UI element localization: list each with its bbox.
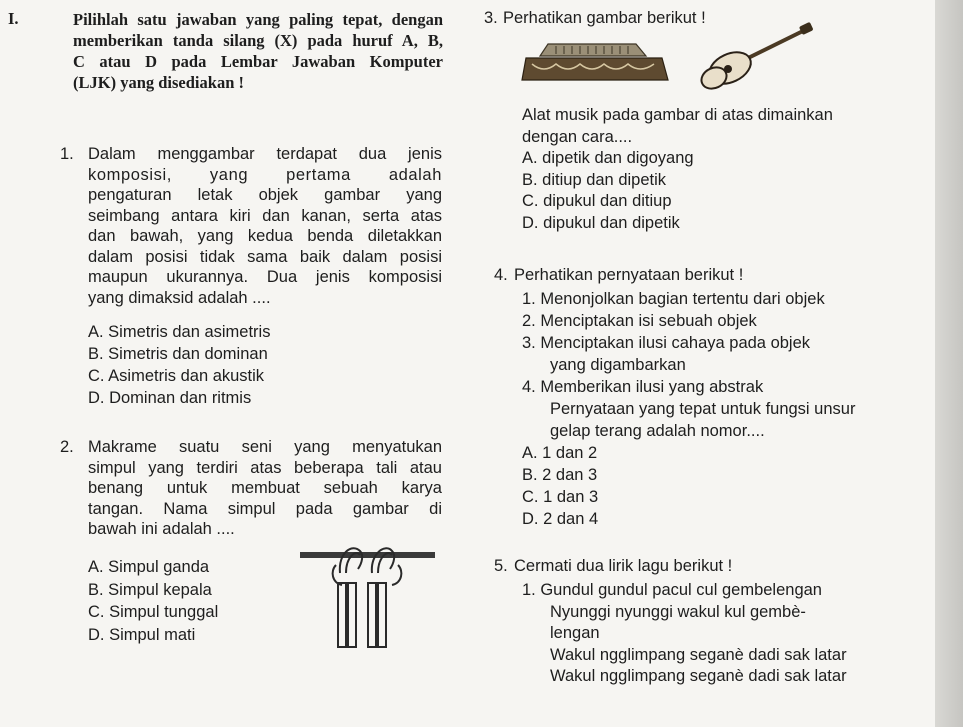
q1-options — [88, 321, 270, 409]
q4-line: Pernyataan yang tepat untuk fungsi unsur — [550, 400, 856, 418]
instruction-line: memberikan tanda silang (X) pada huruf A, B, — [73, 31, 443, 50]
q2-line: bawah ini adalah .... — [88, 520, 235, 538]
q1-line: Dalam menggambar terdapat dua jenis — [88, 145, 442, 163]
instruction-line: C atau D pada Lembar Jawaban Komputer — [73, 52, 443, 71]
q4-option-b[interactable]: B. 2 dan 3 — [522, 466, 598, 484]
q2-option-c[interactable]: C. Simpul tunggal — [88, 603, 219, 621]
q3-intro: Perhatikan gambar berikut ! — [503, 9, 706, 27]
q1-number: 1. — [60, 145, 74, 163]
q2-line: benang untuk membuat sebuah karya — [88, 479, 442, 497]
q3-option-c[interactable]: C. dipukul dan ditiup — [522, 192, 672, 210]
page-edge-shadow — [935, 0, 963, 727]
q4-statement: 4. Memberikan ilusi yang abstrak — [522, 378, 764, 396]
q4-option-a[interactable]: A. 1 dan 2 — [522, 444, 598, 462]
q4-statement: 2. Menciptakan isi sebuah objek — [522, 312, 757, 330]
q5-lyrics — [522, 580, 847, 688]
q3-number: 3. — [484, 9, 498, 27]
q5-lyric-line: Nyunggi nyunggi wakul kul gembè- — [550, 602, 806, 621]
q1-line: seimbang antara kiri dan kanan, serta atas — [88, 206, 442, 225]
q2-option-d[interactable]: D. Simpul mati — [88, 625, 196, 644]
q2-option-b[interactable]: B. Simpul kepala — [88, 580, 212, 599]
section-number: I. — [8, 9, 19, 28]
instruction-line: Pilihlah satu jawaban yang paling tepat, dengan — [73, 10, 443, 29]
q1-line: pengaturan letak objek gambar yang — [88, 186, 442, 204]
q1-line: komposisi, yang pertama adalah — [88, 165, 442, 184]
q5-lyric-line: 1. Gundul gundul pacul cul gembelengan — [522, 581, 822, 599]
q1-stem — [88, 144, 442, 308]
q3-options — [522, 148, 694, 234]
q1-option-a[interactable]: A. Simetris dan asimetris — [88, 323, 271, 341]
q5-lyric-line: Wakul ngglimpang seganè dadi sak latar — [550, 645, 847, 664]
q3-stem — [522, 104, 833, 148]
q5-lyric-line: lengan — [550, 624, 600, 642]
gamelan-illustration — [520, 40, 672, 86]
q2-number: 2. — [60, 438, 74, 456]
instruction-line: (LJK) yang disediakan ! — [73, 73, 244, 92]
knot-illustration — [300, 543, 440, 655]
q1-line: dalam posisi tidak sama baik dalam posisi — [88, 247, 442, 266]
q3-option-d[interactable]: D. dipukul dan dipetik — [522, 213, 680, 232]
q2-line: simpul yang terdiri atas beberapa tali atau — [88, 458, 442, 477]
q2-line: tangan. Nama simpul pada gambar di — [88, 499, 442, 518]
q4-line: gelap terang adalah nomor.... — [550, 422, 765, 440]
q4-statement: 1. Menonjolkan bagian tertentu dari objek — [522, 290, 825, 308]
q3-line: Alat musik pada gambar di atas dimainkan — [522, 106, 833, 124]
q2-options — [88, 556, 218, 646]
q3-option-a[interactable]: A. dipetik dan digoyang — [522, 149, 694, 167]
q1-line: yang dimaksid adalah .... — [88, 288, 271, 307]
q4-number: 4. — [494, 266, 508, 284]
q4-options — [522, 442, 598, 530]
guitar-illustration — [700, 22, 815, 92]
q2-line: Makrame suatu seni yang menyatukan — [88, 438, 442, 456]
section-instructions — [73, 9, 443, 93]
q1-option-c[interactable]: C. Asimetris dan akustik — [88, 367, 265, 385]
q4-stem — [550, 398, 855, 442]
q1-line: dan bawah, yang kedua benda diletakkan — [88, 227, 442, 245]
q1-option-b[interactable]: B. Simetris dan dominan — [88, 345, 268, 363]
q4-intro: Perhatikan pernyataan berikut ! — [514, 266, 744, 284]
q2-option-a[interactable]: A. Simpul ganda — [88, 558, 210, 576]
q4-statement: 3. Menciptakan ilusi cahaya pada objek — [522, 334, 811, 352]
q5-number: 5. — [494, 557, 508, 575]
q4-option-d[interactable]: D. 2 dan 4 — [522, 510, 599, 528]
q5-intro: Cermati dua lirik lagu berikut ! — [514, 557, 733, 575]
q1-line: maupun ukurannya. Dua jenis komposisi — [88, 268, 442, 286]
q5-lyric-line: Wakul ngglimpang seganè dadi sak latar — [550, 667, 847, 685]
q3-line: dengan cara.... — [522, 128, 633, 146]
q4-option-c[interactable]: C. 1 dan 3 — [522, 488, 599, 506]
q4-statement: yang digambarkan — [550, 356, 686, 374]
q2-stem — [88, 437, 442, 540]
q3-option-b[interactable]: B. ditiup dan dipetik — [522, 170, 667, 189]
q1-option-d[interactable]: D. Dominan dan ritmis — [88, 389, 252, 407]
q4-statements — [522, 288, 825, 398]
